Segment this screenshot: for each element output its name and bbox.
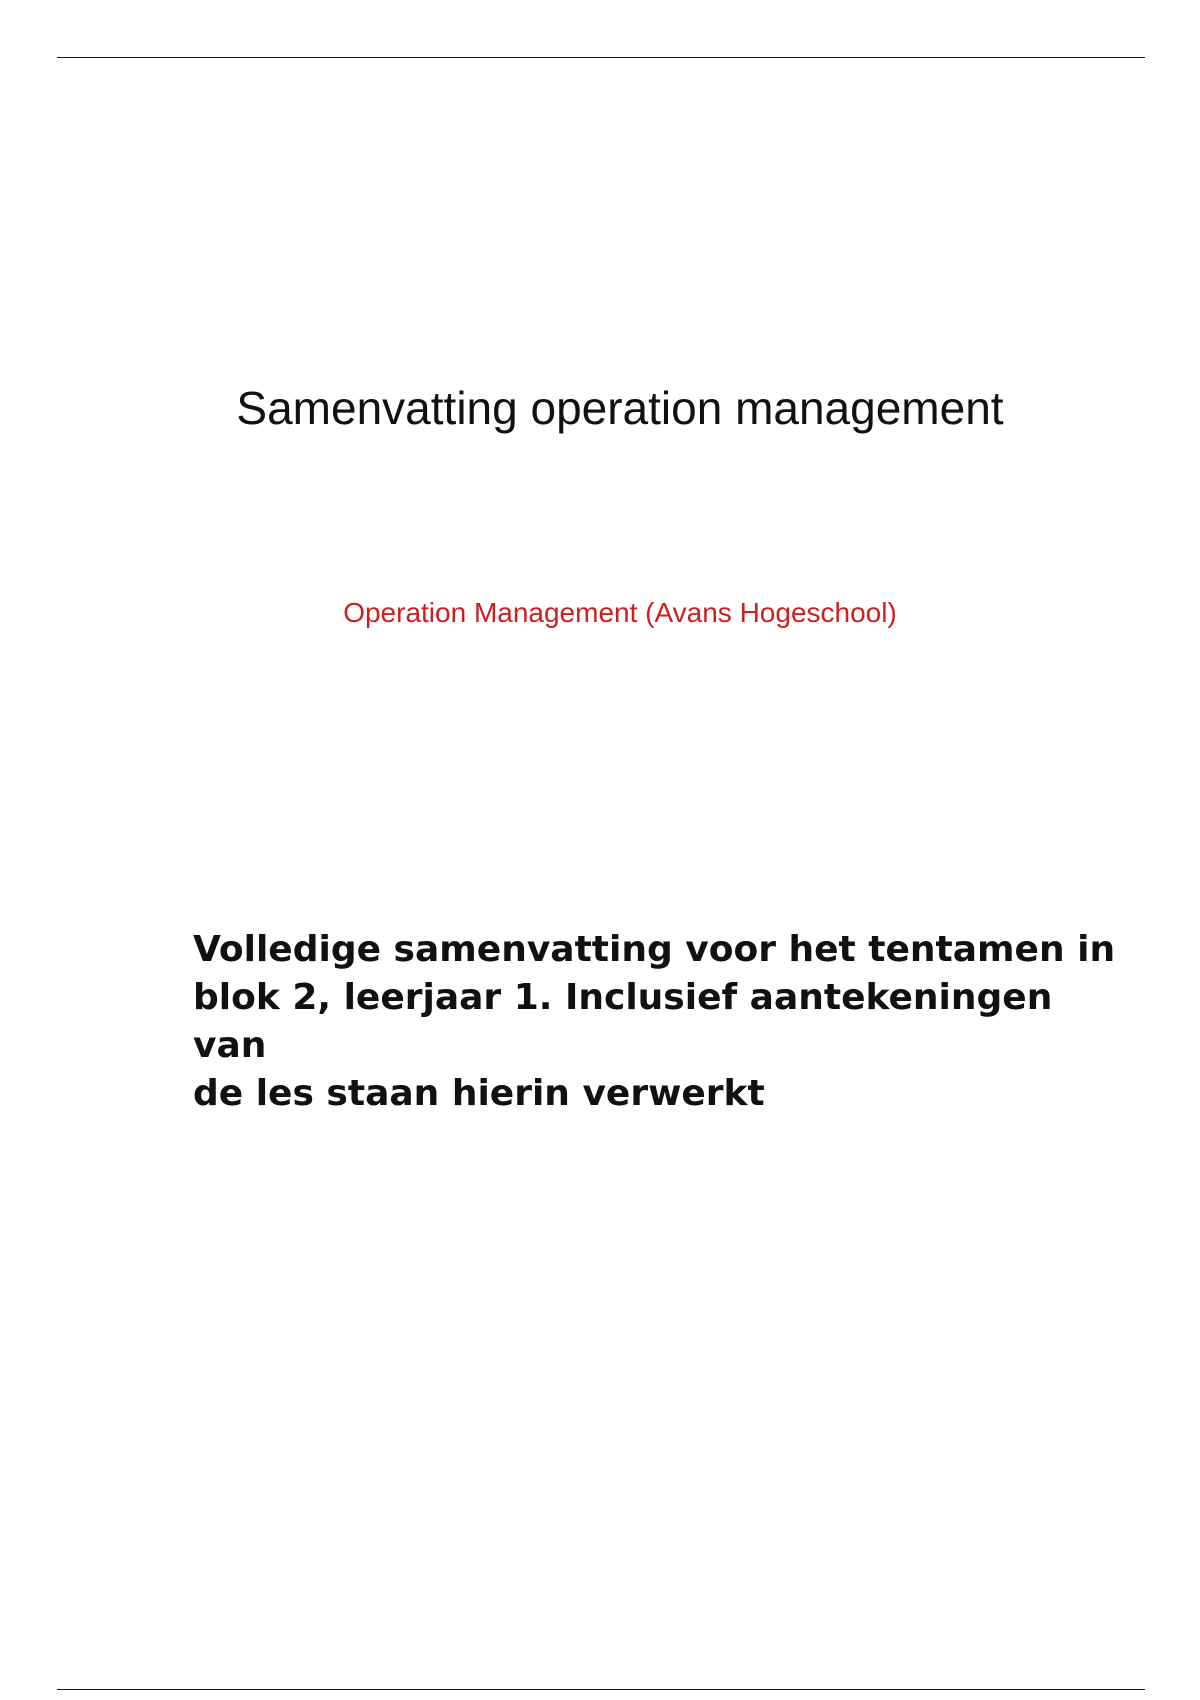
description-line: de les staan hierin verwerkt	[193, 1073, 765, 1114]
course-name: Operation Management (Avans Hogeschool)	[343, 597, 897, 628]
header-rule	[57, 57, 1145, 58]
document-title: Samenvatting operation management	[236, 382, 1004, 434]
document-description	[193, 926, 1133, 1118]
description-line: blok 2, leerjaar 1. Inclusief aantekeningen	[193, 977, 1053, 1018]
description-line: van	[193, 1025, 267, 1066]
footer-rule	[57, 1689, 1145, 1690]
description-line: Volledige samenvatting voor het tentamen in	[193, 929, 1116, 970]
